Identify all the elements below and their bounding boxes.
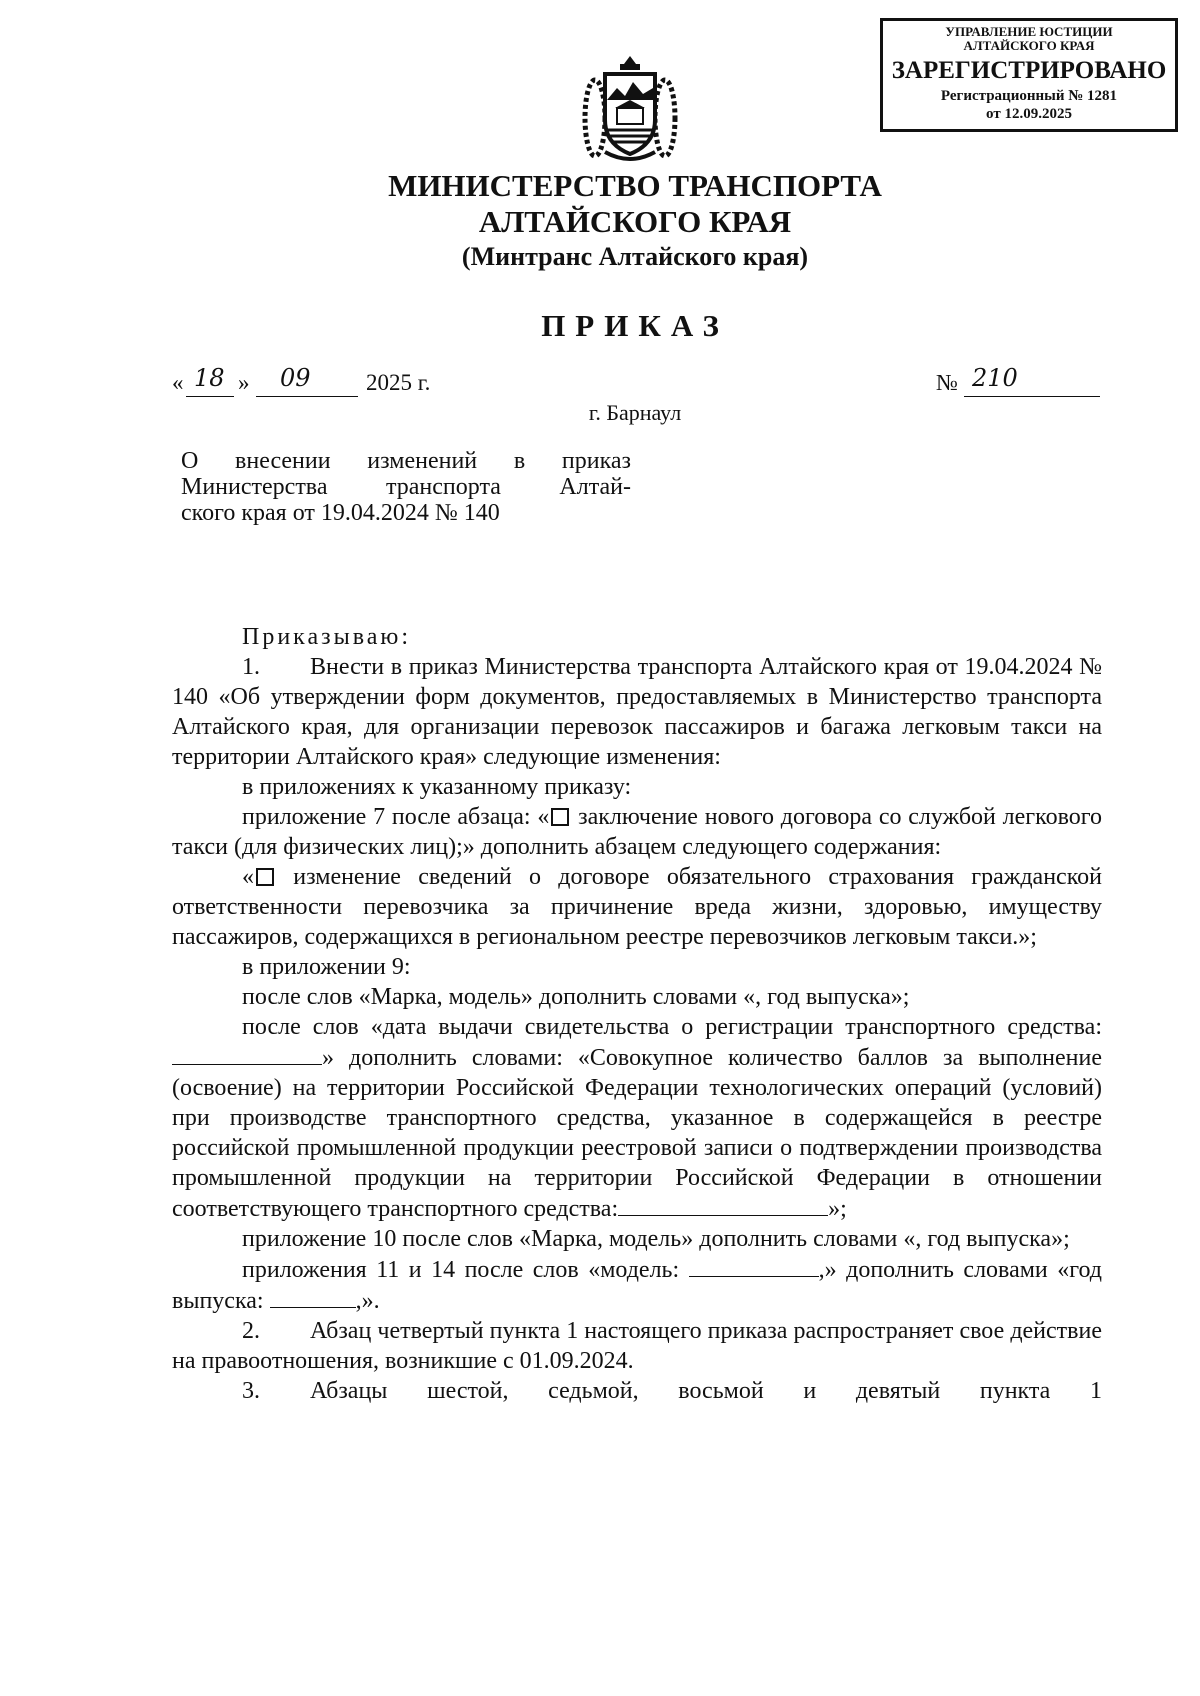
date-day-underline	[186, 368, 234, 397]
city: г. Барнаул	[588, 400, 682, 425]
stamp-reg-number: Регистрационный № 1281	[940, 88, 1118, 104]
paragraph-appendix-11-14-b: ,» дополнить словами «год выпуска:	[172, 1257, 1102, 1314]
date-year: 2025 г.	[366, 370, 431, 395]
paragraph-appendix-7-a: приложение 7 после абзаца: «	[242, 804, 550, 830]
ministry-name-line2: АЛТАЙСКОГО КРАЯ	[478, 204, 792, 239]
checkbox-icon	[551, 808, 569, 826]
paragraph-model-year: после слов «Марка, модель» дополнить словами «, год выпуска»;	[242, 984, 910, 1010]
paragraph-1-text: Внести в приказ Министерства транспорта Алтайского края от 19.04.2024 № 140 «Об утверждении форм документов, предоставляемых в Министерство транспорта Алтайского края, для организации перевозок пассажиров и багажа легковым такси на территории Алтайского края» следующие изменения:	[172, 654, 1102, 770]
order-number: 210	[972, 364, 1018, 392]
paragraph-1	[172, 652, 1102, 772]
stamp-authority-line2: АЛТАЙСКОГО КРАЯ	[963, 38, 1095, 53]
paragraph-appendix-10: приложение 10 после слов «Марка, модель» дополнить словами «, год выпуска»;	[242, 1226, 1070, 1252]
paragraph-2-text: Абзац четвертый пункта 1 настоящего приказа распространяет свое действие на правоотношения, возникшие с 01.09.2024.	[172, 1318, 1102, 1374]
checkbox-icon	[256, 868, 274, 886]
document-body	[172, 622, 1102, 1406]
paragraph-appendix-7-b: заключение нового договора со службой легкового такси (для физических лиц);» дополнить абзацем следующего содержания:	[172, 804, 1102, 860]
paragraph-appendix-7	[172, 802, 1102, 862]
blank-field	[618, 1193, 828, 1216]
paragraph-2-number: 2.	[242, 1318, 260, 1344]
paragraph-appendix-11-14	[172, 1254, 1102, 1316]
order-lead: Приказываю:	[242, 624, 411, 650]
paragraph-1-number: 1.	[242, 654, 260, 680]
number-label: №	[936, 370, 958, 395]
document-subject	[181, 448, 631, 526]
paragraph-2	[172, 1316, 1102, 1376]
blank-field	[689, 1254, 819, 1277]
date-day: 18	[194, 364, 225, 392]
paragraph-appendices: в приложениях к указанному приказу:	[242, 774, 632, 800]
subject-line2: Министерства транспорта Алтай-	[181, 474, 631, 500]
coat-of-arms-icon	[575, 48, 685, 168]
paragraph-registration-date-b: » дополнить словами: «Совокупное количество баллов за выполнение (освоение) на территории Российской Федерации технологических операций (условий) при производстве транспортного средства, указанное в содержащейся в реестре российской промышленной продукции реестровой записи о подтверждении производства промышленной продукции на территории Российской Федерации в отношении соответствующего транспортного средства:	[172, 1045, 1102, 1222]
paragraph-3-number: 3.	[242, 1378, 260, 1404]
blank-field	[172, 1042, 322, 1065]
paragraph-3-text: Абзацы шестой, седьмой, восьмой и девятый пункта 1	[310, 1378, 1102, 1404]
paragraph-appendix-11-14-c: ,».	[355, 1288, 380, 1314]
stamp-authority-line1: УПРАВЛЕНИЕ ЮСТИЦИИ	[945, 24, 1113, 39]
stamp-reg-date: от 12.09.2025	[986, 106, 1072, 122]
blank-field	[270, 1285, 356, 1308]
date-quote-open: «	[172, 370, 184, 395]
paragraph-registration-date-c: »;	[828, 1196, 847, 1222]
registration-stamp	[880, 18, 1178, 132]
date-quote-close: »	[238, 370, 250, 395]
paragraph-appendix-11-14-a: приложения 11 и 14 после слов «модель:	[242, 1257, 689, 1283]
subject-line1: О внесении изменений в приказ	[181, 448, 631, 474]
date-month: 09	[280, 364, 311, 392]
paragraph-registration-date-a: после слов «дата выдачи свидетельства о регистрации транспортного средства:	[242, 1014, 1102, 1040]
paragraph-new-abzac-b: изменение сведений о договоре обязательного страхования гражданской ответственности перевозчика за причинение вреда жизни, здоровью, имуществу пассажиров, содержащихся в региональном реестре перевозчиков легковым такси.»;	[172, 864, 1102, 950]
paragraph-new-abzac-a: «	[242, 864, 254, 890]
date-number-row	[172, 364, 1102, 402]
paragraph-3	[172, 1376, 1102, 1406]
stamp-status: ЗАРЕГИСТРИРОВАНО	[891, 57, 1167, 84]
document-type: ПРИКАЗ	[541, 308, 729, 343]
ministry-short-name: (Минтранс Алтайского края)	[461, 242, 809, 271]
paragraph-new-abzac	[172, 862, 1102, 952]
subject-line3: ского края от 19.04.2024 № 140	[181, 500, 500, 526]
paragraph-registration-date	[172, 1012, 1102, 1224]
ministry-name-line1: МИНИСТЕРСТВО ТРАНСПОРТА	[388, 168, 882, 203]
paragraph-appendix-9: в приложении 9:	[242, 954, 411, 980]
